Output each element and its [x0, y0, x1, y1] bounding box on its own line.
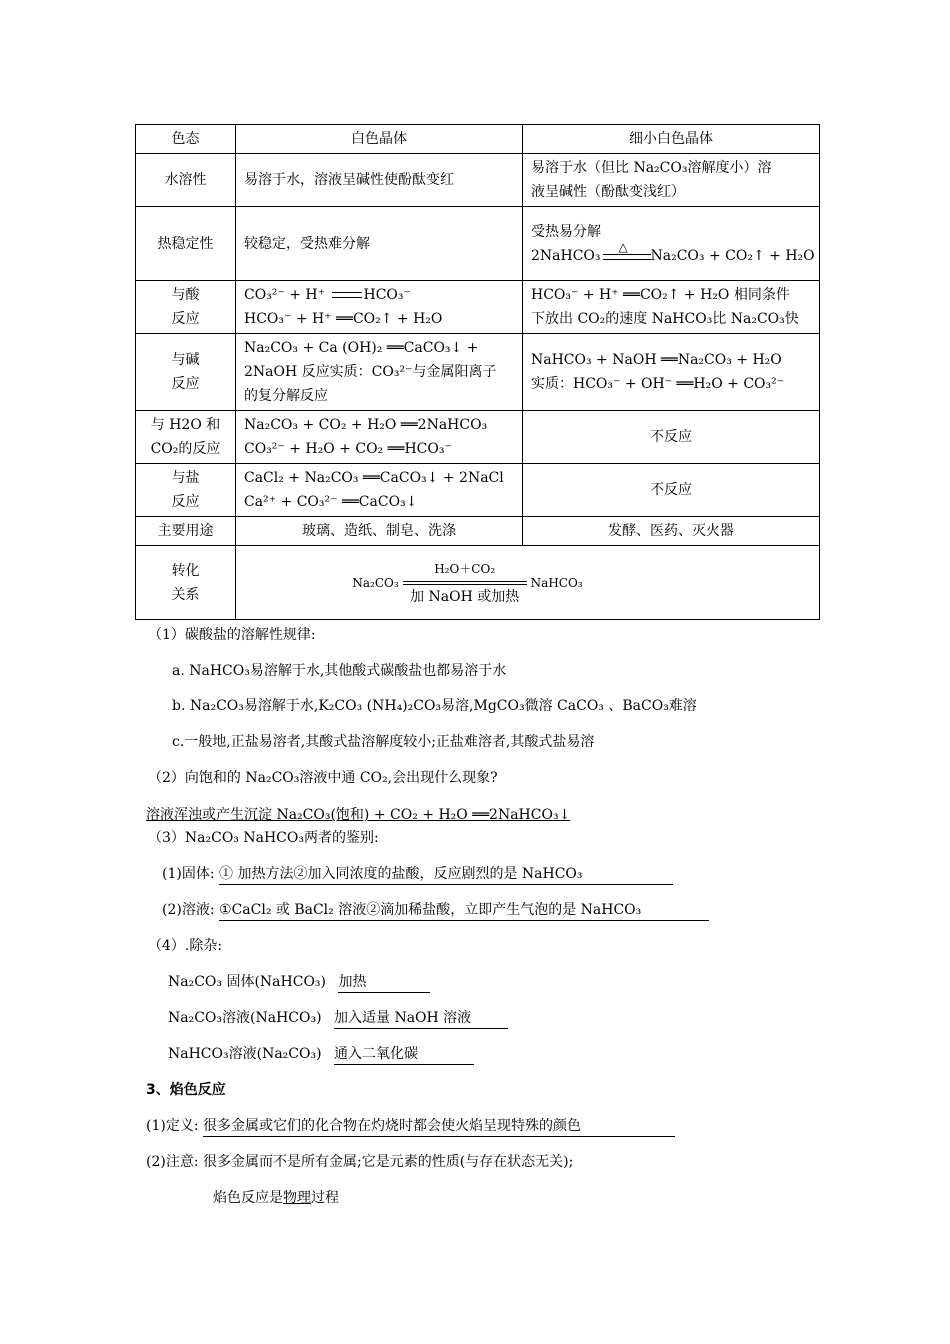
comparison-table	[135, 124, 820, 620]
cell-line: Ca²⁺ + CO₃²⁻ ══CaCO₃↓	[244, 494, 418, 510]
cell	[236, 281, 523, 334]
cell: 不反应	[523, 411, 820, 464]
table-row	[136, 207, 820, 281]
purify-a	[168, 972, 430, 993]
row-label-line: 转化	[171, 562, 200, 579]
heat-symbol: △	[618, 239, 628, 254]
row-label	[136, 411, 236, 464]
note-post: 过程	[311, 1190, 339, 1206]
row-label: 热稳定性	[136, 207, 236, 281]
equation-right: Na₂CO₃ + CO₂↑ + H₂O	[650, 247, 815, 264]
conversion-arrows	[403, 557, 527, 609]
rule-a: a. NaHCO₃易溶解于水,其他酸式碳酸盐也都易溶于水	[172, 663, 507, 679]
cell	[236, 411, 523, 464]
cell: 玻璃、造纸、制皂、洗涤	[236, 517, 523, 546]
cell: 较稳定，受热难分解	[236, 207, 523, 281]
cell-line: 实质：HCO₃⁻ + OH⁻ ══H₂O + CO₃²⁻	[531, 376, 785, 392]
cell-line: 下放出 CO₂的速度 NaHCO₃比 Na₂CO₃快	[531, 311, 799, 327]
row-label-line: CO₂的反应	[150, 441, 221, 457]
conversion-bottom-label: 加 NaOH 或加热	[410, 588, 520, 605]
note-line: (2)注意: 很多金属而不是所有金属;它是元素的性质(与存在状态无关);	[146, 1154, 574, 1170]
cell-line: 液呈碱性（酚酞变浅红）	[531, 184, 685, 200]
purify-c-answer: 通入二氧化碳	[334, 1044, 474, 1065]
identify-solid	[162, 864, 673, 885]
purify-b-label: Na₂CO₃溶液(NaHCO₃)	[168, 1010, 322, 1026]
cell-line: HCO₃⁻ + H⁺ ══CO₂↑ + H₂O	[244, 311, 443, 327]
cell-line: Na₂CO₃ + Ca (OH)₂ ══CaCO₃↓ +	[244, 340, 479, 356]
row-label-line: 与碱	[171, 352, 200, 368]
conversion-right: NaHCO₃	[530, 575, 583, 590]
note-underlined: 物理	[283, 1190, 311, 1206]
purify-a-answer: 加热	[338, 972, 430, 993]
section-2-answer: 溶液浑浊或产生沉淀 Na₂CO₃(饱和) + CO₂ + H₂O ══2NaHCO₃↓	[146, 807, 571, 823]
equation-left: CO₃²⁻ + H⁺	[244, 287, 326, 303]
table-row	[136, 411, 820, 464]
section-4-heading: （4）.除杂:	[148, 938, 223, 954]
conversion-left: Na₂CO₃	[352, 575, 399, 590]
purify-b-answer: 加入适量 NaOH 溶液	[334, 1008, 508, 1029]
cell-line: CO₃²⁻ + H₂O + CO₂ ══HCO₃⁻	[244, 441, 452, 457]
rule-c: c.一般地,正盐易溶者,其酸式盐溶解度较小;正盐难溶者,其酸式盐易溶	[172, 734, 595, 750]
equation-right: HCO₃⁻	[363, 287, 411, 303]
equals-sign	[332, 292, 362, 298]
definition-answer: 很多金属或它们的化合物在灼烧时都会使火焰呈现特殊的颜色	[203, 1116, 675, 1137]
cell	[236, 334, 523, 411]
row-label: 色态	[136, 125, 236, 154]
cell-line: CaCl₂ + Na₂CO₃ ══CaCO₃↓ + 2NaCl	[244, 470, 504, 486]
table-row	[136, 334, 820, 411]
table-row	[136, 281, 820, 334]
table-row	[136, 517, 820, 546]
identify-solid-answer: ① 加热方法②加入同浓度的盐酸，反应剧烈的是 NaHCO₃	[219, 864, 673, 885]
note-line-2	[213, 1188, 339, 1208]
cell: 细小白色晶体	[523, 125, 820, 154]
cell-line: 2NaOH 反应实质：CO₃²⁻与金属阳离子	[244, 364, 497, 380]
definition	[146, 1116, 675, 1137]
definition-label: (1)定义:	[146, 1118, 199, 1134]
conversion-top-label: H₂O＋CO₂	[434, 561, 496, 576]
flame-test-heading: 3、焰色反应	[146, 1082, 226, 1098]
row-label	[136, 464, 236, 517]
equation	[244, 283, 514, 307]
heat-arrow	[601, 239, 651, 263]
section-2-heading: （2）向饱和的 Na₂CO₃溶液中通 CO₂,会出现什么现象?	[148, 770, 498, 786]
row-label: 主要用途	[136, 517, 236, 546]
reverse-arrow	[403, 584, 527, 585]
cell: 易溶于水，溶液呈碱性使酚酞变红	[236, 154, 523, 207]
note-pre: 焰色反应是	[213, 1190, 283, 1206]
cell	[523, 281, 820, 334]
cell-line: NaHCO₃ + NaOH ══Na₂CO₃ + H₂O	[531, 352, 782, 368]
row-label-line: 与酸	[171, 287, 200, 303]
cell	[523, 207, 820, 281]
identify-solution-label: (2)溶液:	[162, 902, 215, 918]
equation-left: 2NaHCO₃	[531, 247, 601, 264]
equation	[531, 239, 815, 268]
cell: 白色晶体	[236, 125, 523, 154]
cell: 发酵、医药、灭火器	[523, 517, 820, 546]
row-label	[136, 281, 236, 334]
purify-c	[168, 1044, 474, 1065]
cell-line: Na₂CO₃ + CO₂ + H₂O ══2NaHCO₃	[244, 417, 488, 433]
cell: 不反应	[523, 464, 820, 517]
row-label-line: 反应	[171, 494, 200, 510]
purify-b	[168, 1008, 508, 1029]
cell	[523, 154, 820, 207]
table-row	[136, 125, 820, 154]
cell-line: 受热易分解	[531, 223, 601, 240]
purify-a-label: Na₂CO₃ 固体(NaHCO₃)	[168, 974, 326, 990]
forward-arrow	[403, 581, 527, 582]
conversion-cell	[236, 546, 820, 620]
row-label-line: 反应	[171, 311, 200, 327]
section-3-heading: （3）Na₂CO₃ NaHCO₃两者的鉴别:	[148, 830, 379, 846]
section-1-heading: （1）碳酸盐的溶解性规律:	[148, 627, 316, 643]
identify-solution-answer: ①CaCl₂ 或 BaCl₂ 溶液②滴加稀盐酸，立即产生气泡的是 NaHCO₃	[219, 900, 709, 921]
table-row	[136, 546, 820, 620]
identify-solid-label: (1)固体:	[162, 866, 215, 882]
cell	[236, 464, 523, 517]
row-label-line: 关系	[171, 586, 200, 603]
row-label-line: 与 H2O 和	[150, 417, 221, 433]
row-label-line: 反应	[171, 376, 200, 392]
row-label: 水溶性	[136, 154, 236, 207]
purify-c-label: NaHCO₃溶液(Na₂CO₃)	[168, 1046, 322, 1062]
cell-line: 易溶于水（但比 Na₂CO₃溶解度小）溶	[531, 160, 772, 176]
cell-line: HCO₃⁻ + H⁺ ══CO₂↑ + H₂O 相同条件	[531, 287, 790, 303]
row-label-line: 与盐	[171, 470, 200, 486]
conversion-relation	[124, 557, 811, 609]
cell-line: 的复分解反应	[244, 388, 328, 404]
row-label	[136, 334, 236, 411]
identify-solution	[162, 900, 709, 921]
rule-b: b. Na₂CO₃易溶解于水,K₂CO₃ (NH₄)₂CO₃易溶,MgCO₃微溶 CaCO₃ 、BaCO₃难溶	[172, 698, 697, 714]
table-row	[136, 154, 820, 207]
table-row	[136, 464, 820, 517]
cell	[523, 334, 820, 411]
